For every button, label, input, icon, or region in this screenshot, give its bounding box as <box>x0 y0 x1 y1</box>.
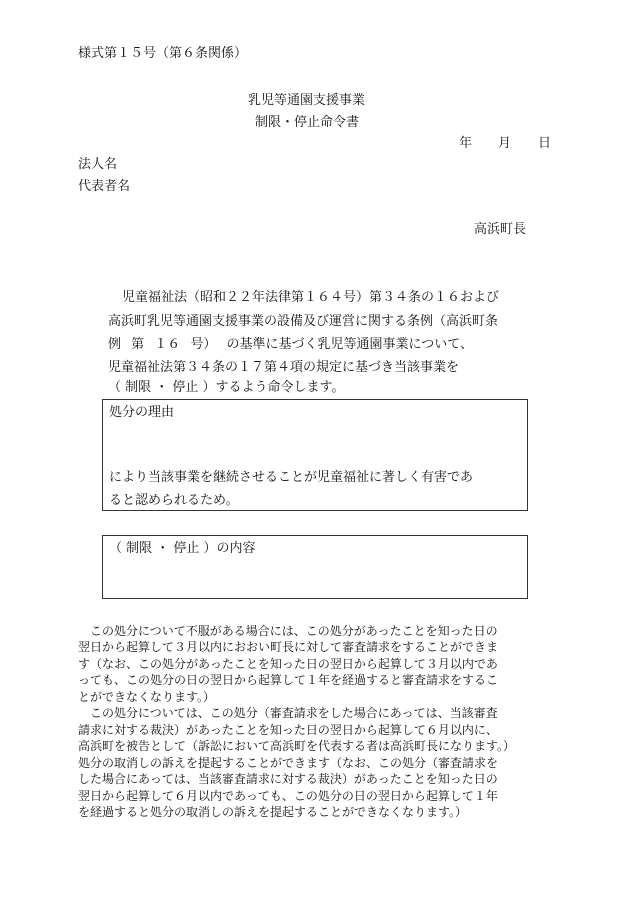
notice-line: 翌日から起算して３月以内におおい町長に対して審査請求をすることができま <box>78 640 499 654</box>
document-title-line1: 乳児等通園支援事業 <box>248 93 366 108</box>
date-year-label: 年 <box>459 136 473 151</box>
date-day-label: 日 <box>538 136 552 151</box>
reason-line: により当該事業を継続させることが児童福祉に著しく有害であ <box>109 470 474 485</box>
notice-line: 翌日から起算して６月以内であっても、この処分の日の翌日から起算して１年 <box>78 789 498 803</box>
corporation-name-label: 法人名 <box>78 157 118 172</box>
form-number: 様式第１５号（第６条関係） <box>78 46 248 61</box>
date-month-label: 月 <box>498 136 512 151</box>
notice-line: 処分の取消しの訴えを提起することができます（なお、この処分（審査請求を <box>78 756 499 770</box>
notice-line: っても、この処分の日の翌日から起算して１年を経過すると審査請求をするこ <box>78 673 499 687</box>
body-line: 児童福祉法（昭和２２年法律第１６４号）第３４条の１６および <box>122 290 500 305</box>
notice-line: した場合にあっては、当該審査請求に対する裁決）があったことを知った日の <box>78 772 498 786</box>
notice-line: 高浜町を被告として（訴訟において高浜町を代表する者は高浜町長になります。） <box>78 739 516 753</box>
body-line: 高浜町乳児等通園支援事業の設備及び運営に関する条例（高浜町条 <box>108 314 499 329</box>
notice-line: 請求に対する裁決）があったことを知った日の翌日から起算して６月以内に、 <box>78 723 498 737</box>
reason-box <box>102 399 528 511</box>
content-box-label: （ 制限 ・ 停止 ）の内容 <box>109 541 256 556</box>
body-line: 例 第 １６ 号） の基準に基づく乳児等通園事業について、 <box>108 337 474 352</box>
representative-label: 代表者名 <box>78 179 131 194</box>
notice-line: を経過すると処分の取消しの訴えを提起することができなくなります。） <box>78 805 468 819</box>
notice-line: す（なお、この処分があったことを知った日の翌日から起算して３月以内であ <box>78 657 498 671</box>
document-title-line2: 制限・停止命令書 <box>255 115 360 130</box>
notice-line: この処分については、この処分（審査請求をした場合にあっては、当該審査 <box>78 706 498 720</box>
reason-line: ると認められるため。 <box>109 493 239 508</box>
reason-box-label: 処分の理由 <box>109 405 175 420</box>
notice-line: とができなくなります。） <box>78 690 216 704</box>
notice-line: この処分について不服がある場合には、この処分があったことを知った日の <box>78 624 498 638</box>
body-line: （ 制限 ・ 停止 ）するよう命令します。 <box>108 380 345 395</box>
body-line: 児童福祉法第３４条の１７第４項の規定に基づき当該事業を <box>108 360 460 375</box>
content-box <box>102 535 528 599</box>
issuer-name: 高浜町長 <box>474 222 527 237</box>
